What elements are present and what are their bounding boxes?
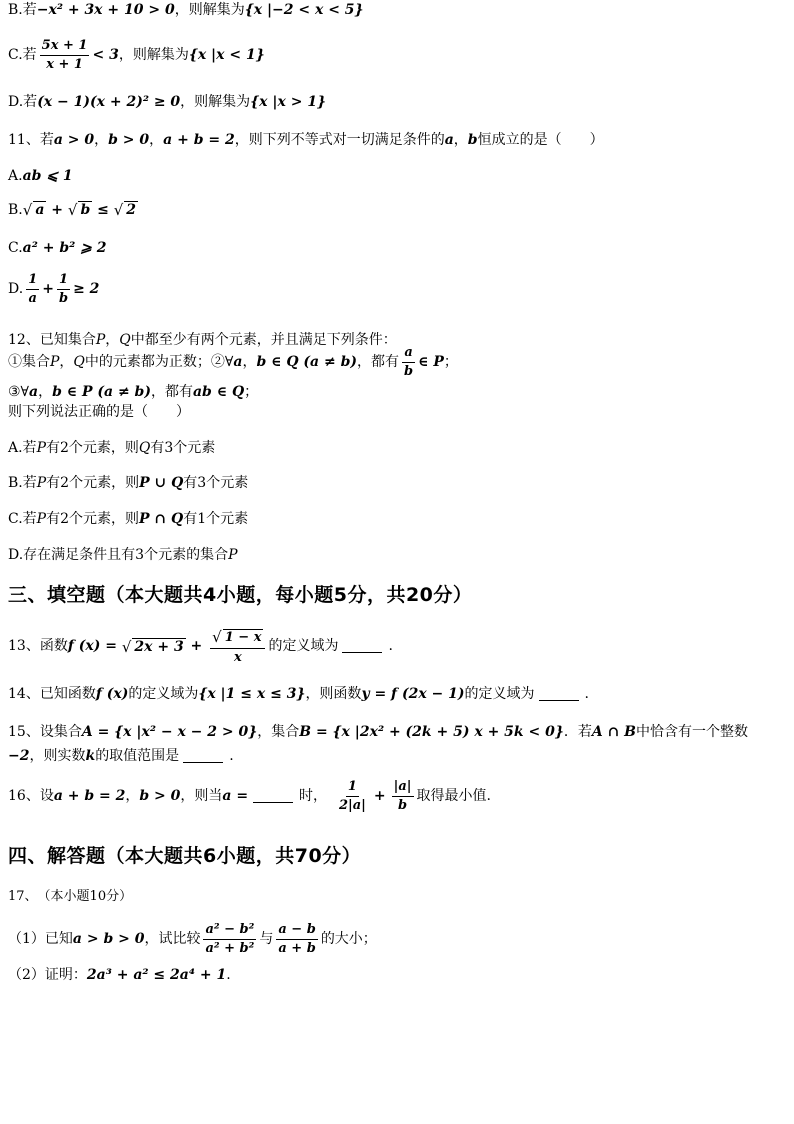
question-number: 11、若 [8, 132, 54, 148]
answer-blank[interactable] [183, 750, 223, 763]
denominator: 2|a| [338, 797, 366, 813]
fraction [26, 272, 39, 306]
fraction [337, 779, 368, 813]
math: y = f (2x − 1) [361, 686, 465, 702]
radical-sign: √ [212, 628, 222, 646]
sqrt-2 [114, 201, 138, 219]
option-label: D. [8, 280, 24, 297]
q11-option-c [8, 240, 786, 257]
radicand: b [80, 202, 91, 219]
text: ，集合 [257, 724, 300, 740]
option-label: D.存在满足条件且有3个元素的集合 [8, 547, 229, 563]
math: a + b = 2 [163, 132, 235, 148]
text: ．若 [563, 724, 592, 740]
math: f (x) = [67, 638, 122, 655]
denominator: b [58, 290, 69, 306]
text: ，试比较 [144, 930, 201, 947]
fraction [40, 38, 90, 72]
math: k [85, 748, 96, 764]
text: 中恰含有一个整数 [636, 724, 749, 740]
text: 有2个元素，则 [46, 475, 140, 491]
fraction [392, 779, 414, 813]
math: P [95, 332, 106, 348]
text: 取得最小值. [416, 787, 491, 804]
section-heading: 四、解答题（本大题共6小题，共70分） [8, 845, 362, 867]
text: . [226, 967, 231, 983]
q10-option-b [8, 2, 786, 19]
q17-part-2 [8, 967, 786, 984]
denominator: a² + b² [205, 940, 255, 956]
fraction [402, 345, 415, 379]
math: a + b = 2 [53, 787, 126, 804]
math: Q [138, 440, 151, 456]
math: ab ⩽ 1 [22, 168, 73, 184]
numerator: a² − b² [203, 922, 256, 940]
text: ，则实数 [29, 748, 86, 764]
text: 恒成立的是（ ） [477, 132, 604, 148]
question-number: 14、已知函数 [8, 686, 96, 702]
fraction [57, 272, 70, 306]
question-number: 17、 [8, 889, 38, 904]
math: a > 0 [53, 132, 95, 148]
denominator: x + 1 [46, 56, 83, 72]
radicand: 2 [126, 202, 137, 219]
denominator: a [28, 290, 37, 306]
math-set: B = {x |2x² + (2k + 5) x + 5k < 0} [299, 724, 564, 740]
q11-option-d [8, 272, 786, 306]
text: ，则解集为 [118, 46, 189, 63]
text: ； [443, 353, 458, 370]
text: 时， [298, 787, 327, 804]
numerator: 1 [57, 272, 70, 290]
radicand: 1 − x [224, 630, 262, 646]
math: −2 [8, 748, 30, 764]
q11-option-a [8, 168, 786, 185]
q10-option-d [8, 94, 786, 111]
q12-option-d [8, 547, 786, 564]
text: . [584, 686, 589, 702]
q12-condition-1-2 [8, 345, 786, 379]
math: b ∈ P (a ≠ b) [52, 384, 151, 400]
text: ，则解集为 [180, 94, 251, 110]
option-label: A.若 [8, 440, 37, 456]
radical-sign: √ [121, 637, 132, 656]
text: 有3个元素 [150, 440, 216, 456]
math: Q [119, 332, 131, 348]
part-label: （2）证明： [8, 967, 87, 983]
text: 与 [259, 930, 274, 947]
math: f (x) [95, 686, 129, 702]
math: Q [73, 353, 85, 370]
sqrt [122, 638, 186, 656]
section-title-solutions [8, 845, 786, 868]
text: ， [125, 787, 140, 804]
option-label: D.若 [8, 94, 38, 110]
numerator [210, 628, 265, 649]
text: ，则当 [180, 787, 223, 804]
question-number: 16、设 [8, 787, 54, 804]
section-title-fill-in [8, 584, 786, 607]
math: P [36, 475, 47, 491]
numerator: 1 [26, 272, 39, 290]
text: 有3个元素 [183, 475, 249, 491]
text: ，都有 [357, 353, 399, 370]
math: a² + b² ⩾ 2 [22, 240, 107, 256]
math: a > b > 0 [72, 930, 145, 947]
text: 的定义域为 [128, 686, 199, 702]
text: ， [453, 132, 468, 148]
text: ③∀ [8, 384, 29, 400]
option-label: C. [8, 240, 23, 256]
math: 2a³ + a² ≤ 2a⁴ + 1 [86, 967, 227, 983]
text: ， [242, 353, 257, 370]
q17-head [8, 889, 786, 905]
q11-stem [8, 132, 786, 149]
sqrt-a [23, 201, 47, 219]
math: ≥ 2 [73, 280, 100, 297]
fraction [210, 628, 265, 665]
text: 有2个元素，则 [45, 440, 139, 456]
section-heading: 三、填空题（本大题共4小题，每小题5分，共20分） [8, 584, 473, 606]
option-label: B.若 [8, 475, 37, 491]
q12-option-a [8, 440, 786, 457]
math: P [50, 353, 60, 370]
math: a [233, 353, 243, 370]
math: ∈ P [418, 353, 444, 370]
text: ， [94, 132, 109, 148]
numerator: 5x + 1 [40, 38, 90, 56]
text: ，则解集为 [174, 2, 245, 18]
question-number: 12、已知集合 [8, 332, 96, 348]
math: ab ∈ Q [192, 384, 245, 400]
denominator: x [233, 649, 242, 665]
sqrt-b [68, 201, 92, 219]
answer-blank[interactable] [539, 688, 579, 701]
math: a [29, 384, 39, 400]
radical-sign: √ [22, 201, 33, 219]
math: b > 0 [139, 787, 181, 804]
math: + [185, 638, 208, 655]
math: P [36, 440, 46, 456]
q17-part-1 [8, 922, 786, 956]
denominator: b [398, 797, 408, 813]
math: A ∩ B [591, 724, 637, 740]
q15-line-2 [8, 748, 786, 765]
math: + [373, 787, 386, 804]
math: a [444, 132, 454, 148]
math-set: A = {x |x² − x − 2 > 0} [81, 724, 258, 740]
math: P [36, 511, 47, 527]
text: ； [244, 384, 259, 400]
answer-blank[interactable] [342, 640, 382, 653]
math: b > 0 [108, 132, 150, 148]
text: 的定义域为 [464, 686, 535, 702]
q11-option-b [8, 201, 786, 219]
math: ≤ [92, 201, 114, 218]
denominator: b [404, 363, 414, 379]
option-label: A. [8, 168, 23, 184]
text: . [229, 748, 234, 764]
option-label: B. [8, 201, 23, 218]
answer-blank[interactable] [253, 790, 293, 803]
q12-option-c [8, 511, 786, 528]
part-label: （1）已知 [8, 930, 73, 947]
radical-sign: √ [67, 201, 78, 219]
math: b ∈ Q (a ≠ b) [256, 353, 357, 370]
math-set: {x |x < 1} [188, 46, 265, 63]
text: . [388, 638, 393, 655]
math: a = [222, 787, 253, 804]
numerator: 1 [346, 779, 359, 797]
q10-option-c [8, 38, 786, 72]
option-label: B.若 [8, 2, 37, 18]
text: 的大小； [320, 930, 377, 947]
math: + [46, 201, 68, 218]
math: < 3 [92, 46, 119, 63]
text: 有2个元素，则 [46, 511, 140, 527]
sqrt [212, 628, 263, 646]
text: ，则下列不等式对一切满足条件的 [234, 132, 445, 148]
math-set: {x |1 ≤ x ≤ 3} [198, 686, 306, 702]
text: ， [149, 132, 164, 148]
option-label: C.若 [8, 46, 37, 63]
question-number: 13、函数 [8, 638, 68, 655]
q14 [8, 686, 786, 703]
points-note: （本小题10分） [37, 889, 133, 904]
text: ，都有 [150, 384, 193, 400]
radicand: a [35, 202, 45, 219]
numerator: |a| [392, 779, 414, 797]
q15-line-1 [8, 724, 786, 741]
text: 则下列说法正确的是（ ） [8, 404, 190, 420]
question-number: 15、设集合 [8, 724, 82, 740]
text: ， [105, 332, 120, 348]
q16 [8, 779, 786, 813]
q13 [8, 628, 786, 665]
math: + [42, 280, 54, 297]
math: (x − 1)(x + 2)² ≥ 0 [37, 94, 181, 110]
math: P ∪ Q [139, 475, 184, 491]
math: b [467, 132, 478, 148]
q12-condition-3 [8, 384, 786, 401]
q12-ask [8, 404, 786, 421]
numerator: a [402, 345, 414, 363]
text: ， [59, 353, 74, 370]
math: −x² + 3x + 10 > 0 [36, 2, 175, 18]
text: 中的元素都为正数；②∀ [84, 353, 234, 370]
math-set: {x |x > 1} [250, 94, 327, 110]
text: ，则函数 [305, 686, 362, 702]
math-set: {x |−2 < x < 5} [244, 2, 364, 18]
math: P [228, 547, 238, 563]
denominator: a + b [278, 940, 316, 956]
option-label: C.若 [8, 511, 37, 527]
text: ， [38, 384, 53, 400]
radical-sign: √ [113, 201, 124, 219]
text: 的取值范围是 [95, 748, 180, 764]
text: 中都至少有两个元素，并且满足下列条件： [130, 332, 397, 348]
fraction [203, 922, 256, 956]
text: ①集合 [8, 353, 50, 370]
text: 有1个元素 [183, 511, 249, 527]
q12-option-b [8, 475, 786, 492]
fraction [276, 922, 317, 956]
text: 的定义域为 [268, 638, 339, 655]
math: P ∩ Q [139, 511, 184, 527]
numerator: a − b [276, 922, 317, 940]
radicand: 2x + 3 [134, 638, 184, 655]
